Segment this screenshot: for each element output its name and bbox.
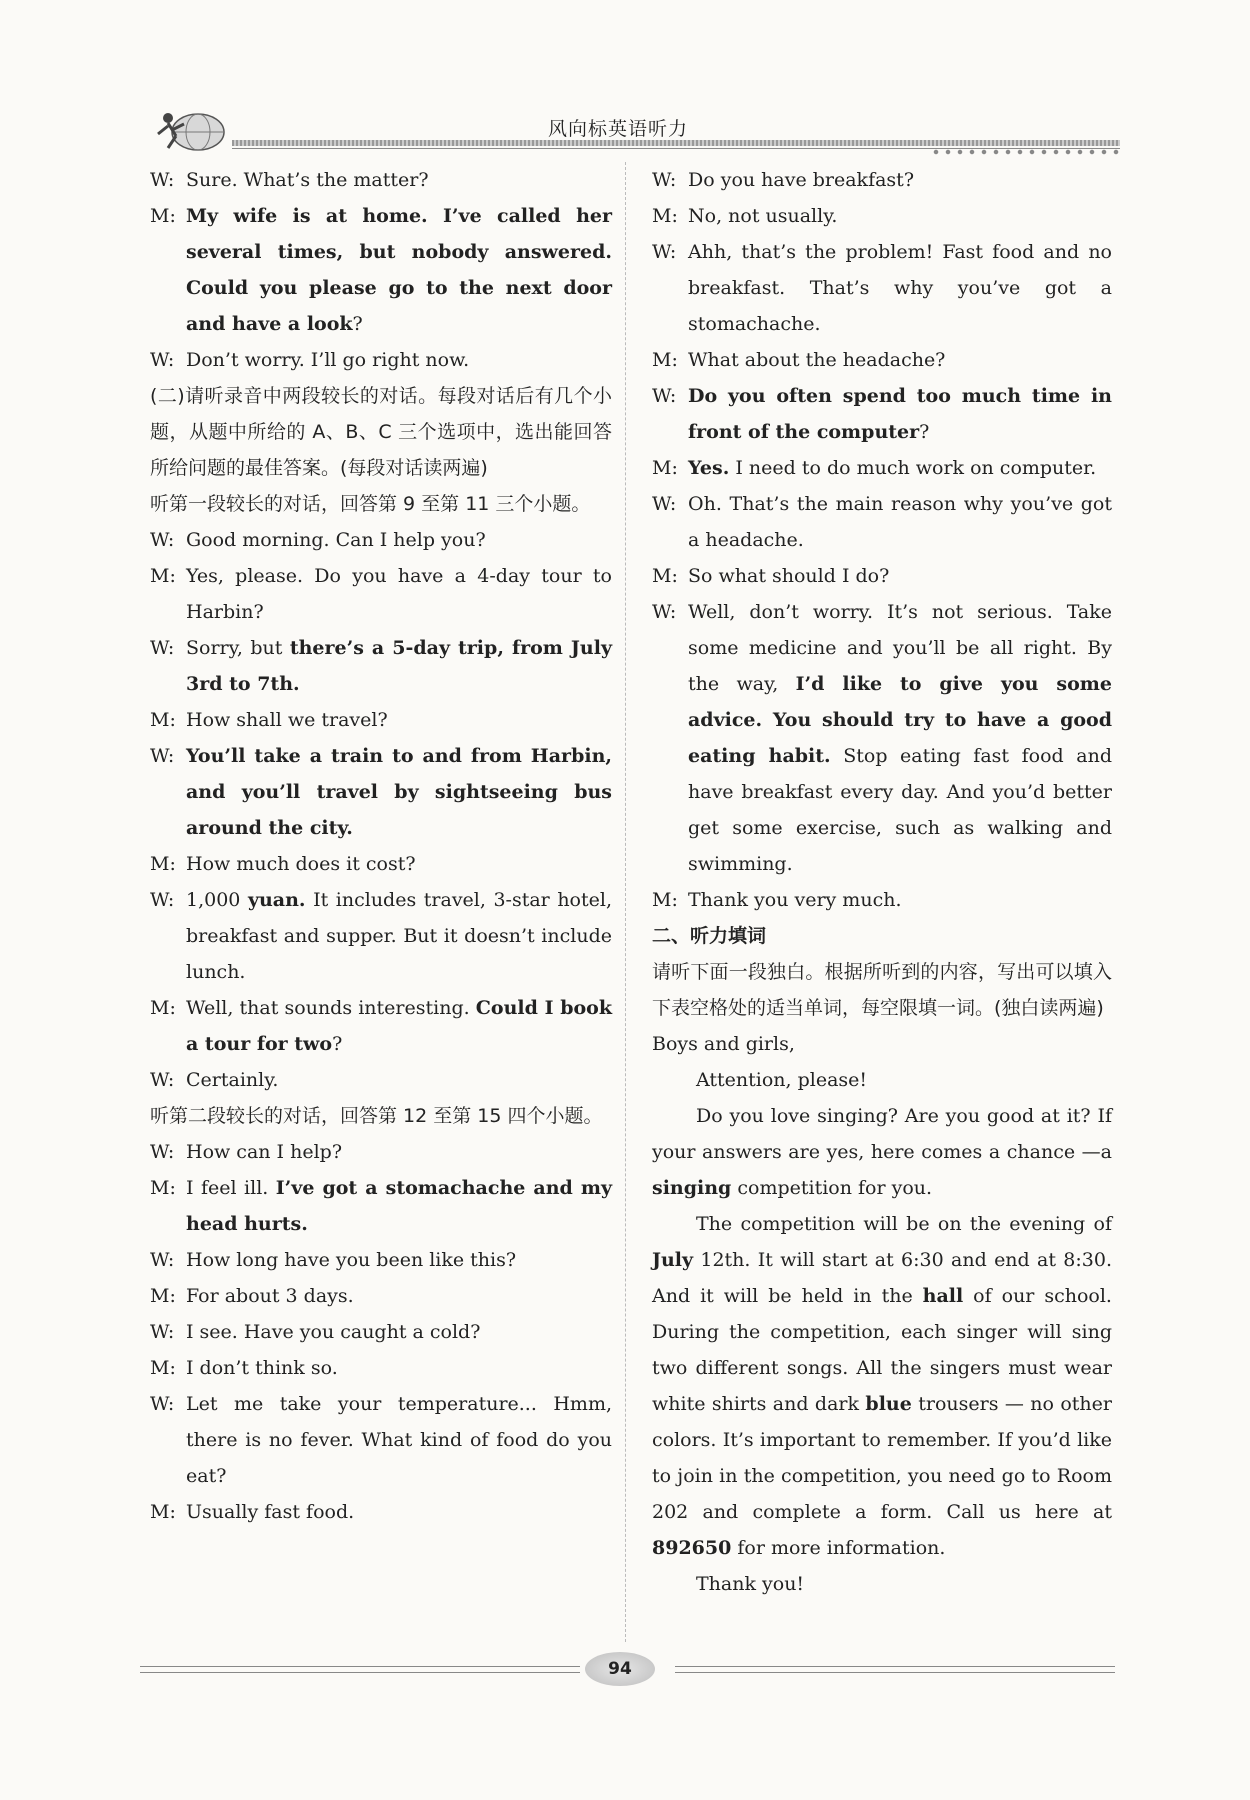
speaker-label: M:: [652, 349, 678, 371]
speaker-label: M:: [652, 565, 678, 587]
dialogue-line: [150, 198, 612, 342]
paragraph: [652, 1566, 1112, 1602]
paragraph: [652, 1062, 1112, 1098]
text-run: Do you have breakfast?: [688, 169, 915, 191]
speaker-label: M:: [652, 205, 678, 227]
dialogue-line: [652, 234, 1112, 342]
dialogue-line: [652, 378, 1112, 450]
dialogue-line: [150, 738, 612, 846]
speaker-label: M:: [150, 1501, 176, 1523]
text-run: of our school. During the competition, each singer will sing two different songs. All the singers must wear white shirts and dark: [652, 1285, 1112, 1415]
dialogue-line: [150, 1242, 612, 1278]
header-dot-ornament: [930, 148, 1120, 156]
footer-rule-right-2: [675, 1672, 1115, 1673]
text-run: ?: [332, 1033, 343, 1055]
dialogue-line: [150, 1062, 612, 1098]
text-run: I need to do much work on computer.: [729, 457, 1097, 479]
bold-text: You’ll take a train to and from Harbin, and you’ll travel by sightseeing bus around the city.: [186, 745, 612, 839]
page-number: 94: [585, 1652, 655, 1686]
text-run: 请听下面一段独白。根据所听到的内容，写出可以填入下表空格处的适当单词，每空限填一词。(独白读两遍): [652, 961, 1112, 1019]
text-run: How long have you been like this?: [186, 1249, 517, 1271]
text-run: 1,000: [186, 889, 248, 911]
text-run: Usually fast food.: [186, 1501, 355, 1523]
bold-text: Do you often spend too much time in front of the computer: [688, 385, 1112, 443]
column-divider: [625, 162, 626, 1642]
dialogue-line: [652, 342, 1112, 378]
text-run: Don’t worry. I’ll go right now.: [186, 349, 470, 371]
speaker-label: M:: [652, 457, 678, 479]
text-run: 二、听力填词: [652, 925, 767, 947]
text-run: It includes travel, 3-star hotel, breakfast and supper. But it doesn’t include lunch.: [186, 889, 612, 983]
speaker-label: M:: [150, 1357, 176, 1379]
bold-text: I’ve got a stomachache and my head hurts.: [186, 1177, 612, 1235]
speaker-label: M:: [150, 205, 176, 227]
text-run: Sure. What’s the matter?: [186, 169, 429, 191]
text-run: Do you love singing? Are you good at it? If your answers are yes, here comes a chance —a: [652, 1105, 1112, 1163]
text-run: Well, don’t worry. It’s not serious. Take some medicine and you’ll be all right. By the way,: [688, 601, 1112, 695]
paragraph: [652, 1206, 1112, 1566]
dialogue-line: [150, 558, 612, 630]
dialogue-line: [652, 558, 1112, 594]
paragraph: [150, 378, 612, 486]
dialogue-line: [150, 846, 612, 882]
paragraph: [652, 1098, 1112, 1206]
text-run: Ahh, that’s the problem! Fast food and no breakfast. That’s why you’ve got a stomachache.: [688, 241, 1112, 335]
text-run: How can I help?: [186, 1141, 343, 1163]
dialogue-line: [652, 450, 1112, 486]
text-run: for more information.: [731, 1537, 946, 1559]
dialogue-line: [150, 630, 612, 702]
text-run: ?: [352, 313, 363, 335]
page-header: [140, 104, 1120, 154]
text-run: I don’t think so.: [186, 1357, 338, 1379]
text-run: Good morning. Can I help you?: [186, 529, 486, 551]
footer-rule-left-2: [140, 1672, 580, 1673]
speaker-label: M:: [150, 709, 176, 731]
bold-text: singing: [652, 1177, 732, 1199]
bold-text: yuan.: [247, 889, 306, 911]
dialogue-line: [150, 990, 612, 1062]
page-footer: [140, 1650, 1115, 1690]
header-rule: [232, 140, 1120, 146]
text-run: So what should I do?: [688, 565, 890, 587]
text-run: Thank you!: [696, 1573, 805, 1595]
speaker-label: W:: [150, 349, 175, 371]
speaker-label: W:: [150, 529, 175, 551]
text-run: competition for you.: [731, 1177, 933, 1199]
dialogue-line: [652, 198, 1112, 234]
text-run: Attention, please!: [696, 1069, 868, 1091]
text-run: The competition will be on the evening of: [696, 1213, 1112, 1235]
text-run: No, not usually.: [688, 205, 838, 227]
speaker-label: W:: [150, 889, 175, 911]
text-run: I feel ill.: [186, 1177, 276, 1199]
dialogue-line: [150, 1386, 612, 1494]
speaker-label: W:: [150, 637, 175, 659]
dialogue-line: [150, 1494, 612, 1530]
dialogue-line: [150, 1134, 612, 1170]
dialogue-line: [652, 594, 1112, 882]
dialogue-line: [150, 342, 612, 378]
speaker-label: W:: [150, 1069, 175, 1091]
text-run: 听第一段较长的对话，回答第 9 至第 11 三个小题。: [150, 493, 591, 515]
text-run: trousers — no other colors. It’s important to remember. If you’d like to join in the competition, you need go to Room 202 and complete a form. Call us here at: [652, 1393, 1112, 1523]
speaker-label: W:: [150, 745, 175, 767]
text-run: Well, that sounds interesting.: [186, 997, 476, 1019]
footer-rule-left: [140, 1666, 580, 1667]
speaker-label: W:: [150, 169, 175, 191]
speaker-label: M:: [150, 997, 176, 1019]
speaker-label: M:: [150, 853, 176, 875]
section-title: [652, 918, 1112, 954]
dialogue-line: [150, 1278, 612, 1314]
paragraph: [652, 954, 1112, 1026]
speaker-label: W:: [652, 385, 677, 407]
bold-text: 892650: [652, 1537, 732, 1559]
dialogue-line: [652, 162, 1112, 198]
dialogue-line: [150, 1350, 612, 1386]
text-run: How much does it cost?: [186, 853, 416, 875]
bold-text: blue: [865, 1393, 912, 1415]
dialogue-line: [150, 1314, 612, 1350]
dialogue-line: [150, 522, 612, 558]
speaker-label: W:: [652, 601, 677, 623]
bold-text: Could I book a tour for two: [186, 997, 612, 1055]
text-run: What about the headache?: [688, 349, 946, 371]
bold-text: July: [652, 1249, 694, 1271]
dialogue-line: [652, 486, 1112, 558]
speaker-label: W:: [652, 241, 677, 263]
text-run: Oh. That’s the main reason why you’ve got a headache.: [688, 493, 1112, 551]
dialogue-line: [150, 882, 612, 990]
dialogue-line: [150, 162, 612, 198]
speaker-label: M:: [150, 565, 176, 587]
text-run: Stop eating fast food and have breakfast every day. And you’d better get some exercise, such as walking and swimming.: [688, 745, 1112, 875]
text-run: Yes, please. Do you have a 4-day tour to Harbin?: [186, 565, 612, 623]
text-run: Boys and girls,: [652, 1033, 795, 1055]
text-run: How shall we travel?: [186, 709, 388, 731]
bold-text: My wife is at home. I’ve called her several times, but nobody answered. Could you please go to the next door and have a look: [186, 205, 612, 335]
text-run: (二)请听录音中两段较长的对话。每段对话后有几个小题，从题中所给的 A、B、C 三个选项中，选出能回答所给问题的最佳答案。(每段对话读两遍): [150, 385, 612, 479]
bold-text: there’s a 5-day trip, from July 3rd to 7th.: [186, 637, 612, 695]
paragraph: [150, 1098, 612, 1134]
text-run: Thank you very much.: [688, 889, 902, 911]
text-run: For about 3 days.: [186, 1285, 354, 1307]
speaker-label: W:: [150, 1141, 175, 1163]
footer-rule-right: [675, 1666, 1115, 1667]
running-header-title: 风向标英语听力: [548, 118, 689, 140]
text-run: 12th. It will start at 6:30 and end at 8:30. And it will be held in the: [652, 1249, 1112, 1307]
bold-text: Yes.: [688, 457, 730, 479]
bold-text: hall: [922, 1285, 964, 1307]
speaker-label: W:: [150, 1321, 175, 1343]
text-run: ?: [919, 421, 930, 443]
speaker-label: M:: [652, 889, 678, 911]
speaker-label: W:: [652, 493, 677, 515]
text-run: Certainly.: [186, 1069, 279, 1091]
text-run: I see. Have you caught a cold?: [186, 1321, 481, 1343]
globe-figure-icon: [154, 104, 234, 152]
text-run: Sorry, but: [186, 637, 290, 659]
paragraph: [150, 486, 612, 522]
left-column: [150, 162, 612, 1530]
dialogue-line: [150, 1170, 612, 1242]
speaker-label: M:: [150, 1285, 176, 1307]
paragraph: [652, 1026, 1112, 1062]
dialogue-line: [150, 702, 612, 738]
bold-text: I’d like to give you some advice. You should try to have a good eating habit.: [688, 673, 1112, 767]
text-run: 听第二段较长的对话，回答第 12 至第 15 四个小题。: [150, 1105, 603, 1127]
speaker-label: W:: [150, 1249, 175, 1271]
speaker-label: W:: [150, 1393, 175, 1415]
speaker-label: W:: [652, 169, 677, 191]
dialogue-line: [652, 882, 1112, 918]
right-column: [652, 162, 1112, 1602]
text-run: Let me take your temperature... Hmm, there is no fever. What kind of food do you eat?: [186, 1393, 612, 1487]
speaker-label: M:: [150, 1177, 176, 1199]
